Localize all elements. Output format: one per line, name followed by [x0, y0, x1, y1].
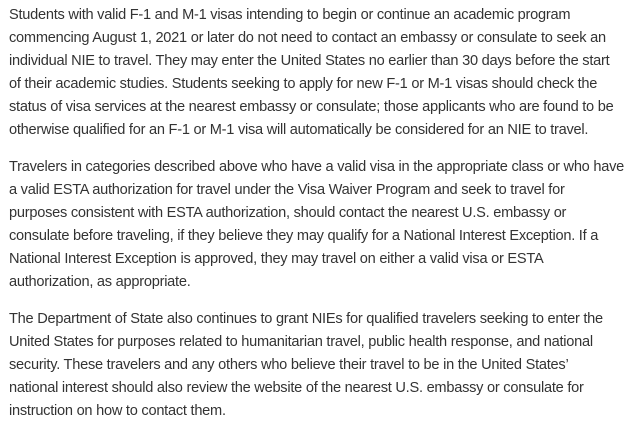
paragraph-department-of-state	[9, 308, 633, 423]
text-line: otherwise qualified for an F-1 or M-1 visa will automatically be considered for an NIE to travel.	[9, 122, 589, 138]
text-line: security. These travelers and any others who believe their travel to be in the United States’	[9, 357, 569, 373]
text-line: individual NIE to travel. They may enter the United States no earlier than 30 days before the start	[9, 53, 610, 69]
text-line: status of visa services at the nearest embassy or consulate; those applicants who are found to be	[9, 99, 614, 115]
text-line: national interest should also review the website of the nearest U.S. embassy or consulate for	[9, 380, 584, 396]
text-line: purposes consistent with ESTA authorization, should contact the nearest U.S. embassy or	[9, 205, 567, 221]
text-line: consulate before traveling, if they believe they may qualify for a National Interest Exception. If a	[9, 228, 599, 244]
text-line: National Interest Exception is approved, they may travel on either a valid visa or ESTA	[9, 251, 544, 267]
article-body	[9, 4, 633, 423]
paragraph-travelers	[9, 156, 633, 294]
text-line: The Department of State also continues to grant NIEs for qualified travelers seeking to enter the	[9, 311, 603, 327]
text-line: authorization, as appropriate.	[9, 274, 191, 290]
text-line: a valid ESTA authorization for travel under the Visa Waiver Program and seek to travel for	[9, 182, 565, 198]
text-line: instruction on how to contact them.	[9, 403, 226, 419]
text-line: commencing August 1, 2021 or later do not need to contact an embassy or consulate to seek an	[9, 30, 606, 46]
text-line: United States for purposes related to humanitarian travel, public health response, and national	[9, 334, 593, 350]
paragraph-students	[9, 4, 633, 142]
text-line: Travelers in categories described above who have a valid visa in the appropriate class or who have	[9, 159, 625, 175]
text-line: Students with valid F-1 and M-1 visas intending to begin or continue an academic program	[9, 7, 571, 23]
text-line: of their academic studies. Students seeking to apply for new F-1 or M-1 visas should check the	[9, 76, 598, 92]
